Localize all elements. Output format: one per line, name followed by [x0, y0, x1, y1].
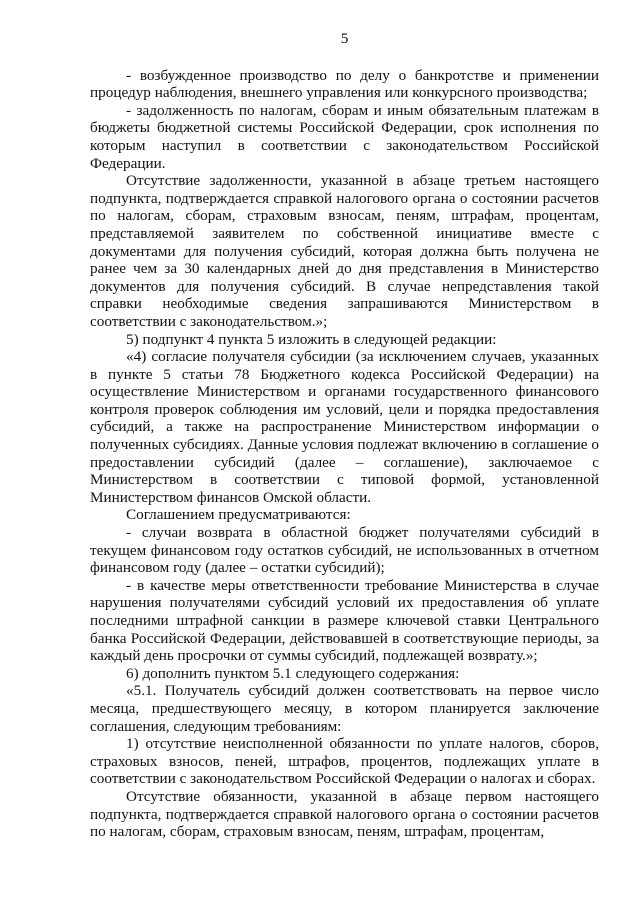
paragraph-12: Отсутствие обязанности, указанной в абзаце первом настоящего подпункта, подтверждается справкой налогового органа о состоянии расчетов по налогам, сборам, страховым взносам, пеням, штрафам, процентам, — [90, 787, 599, 841]
paragraph-11: 1) отсутствие неисполненной обязанности по уплате налогов, сборов, страховых взносов, пеней, штрафов, процентов, подлежащих уплате в соответствии с законодательством Российской Федерации о налогах и сборах. — [90, 735, 599, 788]
paragraph-4: 5) подпункт 4 пункта 5 изложить в следующей редакции: — [126, 330, 497, 348]
paragraph-5: «4) согласие получателя субсидии (за исключением случаев, указанных в пункте 5 статьи 78 Бюджетного кодекса Российской Федерации) на осуществление Министерством и органами государственного финансового контроля проверок соблюдения им условий, цели и порядка предоставления субсидий, а также на распространение Министерством информации о полученных субсидиях. Данные условия подлежат включению в соглашение о предоставлении субсидий (далее – соглашение), заключаемое с Министерством в соответствии с типовой формой, установленной Министерством финансов Омской области. — [90, 348, 599, 506]
paragraph-10: «5.1. Получатель субсидий должен соответствовать на первое число месяца, предшествующего месяцу, в котором планируется заключение соглашения, следующим требованиям: — [90, 682, 599, 735]
paragraph-7: - случаи возврата в областной бюджет получателями субсидий в текущем финансовом году остатков субсидий, не использованных в отчетном финансовом году (далее – остатки субсидий); — [90, 524, 599, 577]
paragraph-2: - задолженность по налогам, сборам и иным обязательным платежам в бюджеты бюджетной системы Российской Федерации, срок исполнения по которым наступил в соответствии с законодательством Российской Федерации. — [90, 101, 599, 172]
paragraph-3: Отсутствие задолженности, указанной в абзаце третьем настоящего подпункта, подтверждается справкой налогового органа о состоянии расчетов по налогам, сборам, страховым взносам, пеням, штрафам, процентам, представляемой заявителем по собственной инициативе вместе с документами для получения субсидий, которая должна быть получена не ранее чем за 30 календарных дней до дня представления в Министерство документов для получения субсидий. В случае непредставления такой справки необходимые сведения запрашиваются Министерством в соответствии с законодательством.»; — [90, 172, 599, 330]
paragraph-9: 6) дополнить пунктом 5.1 следующего содержания: — [126, 664, 460, 682]
paragraph-6: Соглашением предусматриваются: — [126, 506, 351, 524]
paragraph-8: - в качестве меры ответственности требование Министерства в случае нарушения получателями субсидий условий их предоставления об уплате последними штрафной санкции в размере ключевой ставки Центрального банка Российской Федерации, действовавшей в соответствующие периоды, за каждый день просрочки от суммы субсидий, подлежащей возврату.»; — [90, 576, 599, 665]
page-number: 5 — [340, 30, 349, 47]
paragraph-1: - возбужденное производство по делу о банкротстве и применении процедур наблюдения, внешнего управления или конкурсного производства; — [90, 66, 599, 102]
